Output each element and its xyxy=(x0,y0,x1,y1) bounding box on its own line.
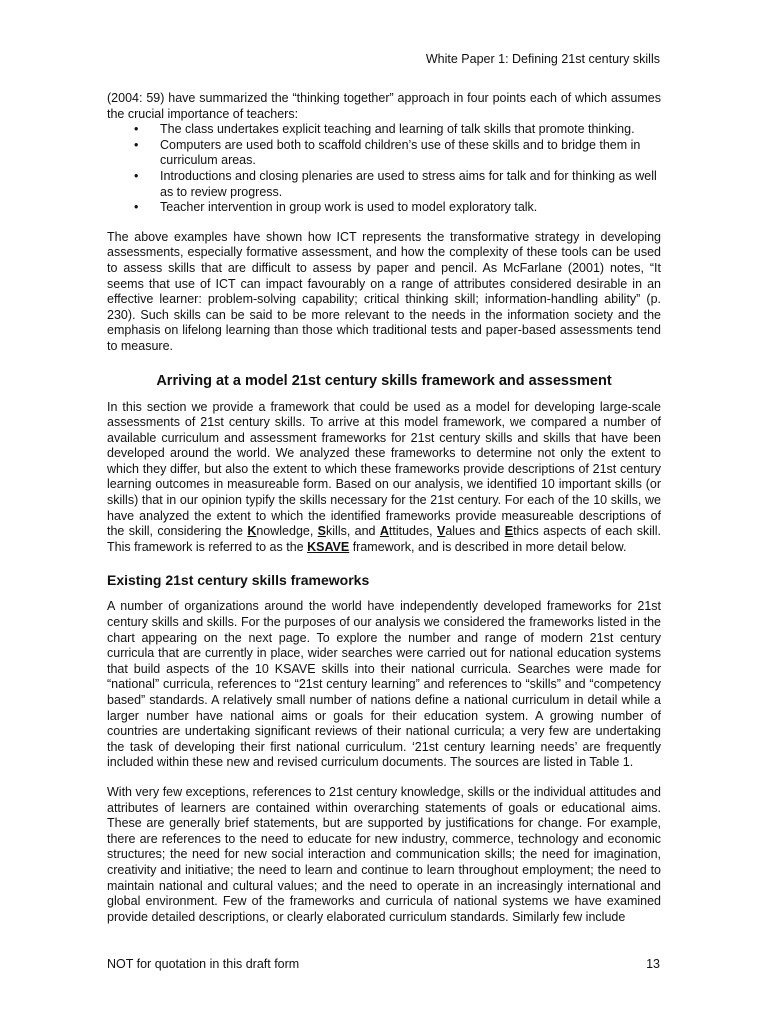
running-header: White Paper 1: Defining 21st century skills xyxy=(425,52,660,66)
bullet-icon: • xyxy=(134,122,139,137)
ict-paragraph: The above examples have shown how ICT represents the transformative strategy in developing assessments, especially formative assessment, and how the complexity of these tools can be used to assess skills that are difficult to assess by paper and pencil. As McFarlane (2001) notes, “It seems that use of ICT can impact favourably on a range of attributes considered desirable in an effective learner: problem-solving capability; critical thinking skill; information-handling ability” (p. 230). Such skills can be said to be more relevant to the needs in the information society and the emphasis on lifelong learning than those which traditional tests and paper-based assessments tend to measure. xyxy=(107,229,661,353)
intro-paragraph: (2004: 59) have summarized the “thinking together” approach in four points each of which assumes the crucial importance of teachers: xyxy=(107,91,661,121)
list-item: • Introductions and closing plenaries are used to stress aims for talk and for thinking as well as to review progress. xyxy=(134,168,657,199)
existing-paragraph-2: With very few exceptions, references to 21st century knowledge, skills or the individual attitudes and attributes of learners are contained within overarching statements of goals or educational aims. These are generally brief statements, but are supported by justifications for change. For example, there are references to the need to educate for new industry, commerce, technology and economic structures; the need for new social interaction and communication skills; the need for imagination, creativity and initiative; the need to learn and continue to learn throughout employment; the need to maintain national and cultural values; and the need to operate in an increasingly international and global environment. Few of the frameworks and curricula of national systems we have examined provide detailed descriptions, or clearly elaborated curriculum standards. Similarly few include xyxy=(107,784,661,924)
list-item: • Teacher intervention in group work is used to model exploratory talk. xyxy=(134,200,538,215)
bullet-icon: • xyxy=(134,200,139,215)
page-body xyxy=(107,91,661,925)
footer-note: NOT for quotation in this draft form xyxy=(107,957,300,971)
bullet-icon: • xyxy=(134,168,139,183)
thinking-together-list xyxy=(107,122,661,216)
list-item: • The class undertakes explicit teaching and learning of talk skills that promote thinking. xyxy=(134,122,635,137)
list-item: • Computers are used both to scaffold children’s use of these skills and to bridge them in curriculum areas. xyxy=(134,137,641,168)
page-number: 13 xyxy=(646,957,660,971)
section-heading-model: Arriving at a model 21st century skills framework and assessment xyxy=(156,372,612,389)
bullet-icon: • xyxy=(134,137,139,152)
existing-paragraph-1: A number of organizations around the world have independently developed frameworks for 21st century skills and skills. For the purposes of our analysis we considered the frameworks listed in the chart appearing on the next page. To explore the number and range of modern 21st century curricula that are currently in place, wider searches were carried out for national education systems that build aspects of the 10 KSAVE skills into their national curricula. Searches were made for “national” curricula, references to “21st century learning” and references to “skills” and “competency based” standards. A relatively small number of nations define a national curriculum in detail while a larger number have national aims or goals for their education system. A growing number of countries are undertaking significant reviews of their national curricula; a very few are undertaking the task of developing their first national curriculum. ‘21st century learning needs’ are frequently included within these new and revised curriculum documents. The sources are listed in Table 1. xyxy=(107,599,661,770)
ksave-term: KSAVE xyxy=(307,539,350,554)
section-heading-existing: Existing 21st century skills frameworks xyxy=(107,572,370,589)
model-paragraph: In this section we provide a framework that could be used as a model for developing large-scale assessments of 21st century skills. To arrive at this model framework, we compared a number of available curriculum and assessment frameworks for 21st century skills and skills that have been developed around the world. We analyzed these frameworks to determine not only the extent to which they differ, but also the extent to which these frameworks provide descriptions of 21st century learning outcomes in measureable form. Based on our analysis, we identified 10 important skills (or skills) that in our opinion typify the skills necessary for the 21st century. For each of the 10 skills, we have analyzed the extent to which the identified frameworks provide measureable descriptions of the skill, considering the Knowledge, Skills, and Attitudes, Values and Ethics aspects of each skill. This framework is referred to as the KSAVE framework, and is described in more detail below. xyxy=(107,399,662,554)
